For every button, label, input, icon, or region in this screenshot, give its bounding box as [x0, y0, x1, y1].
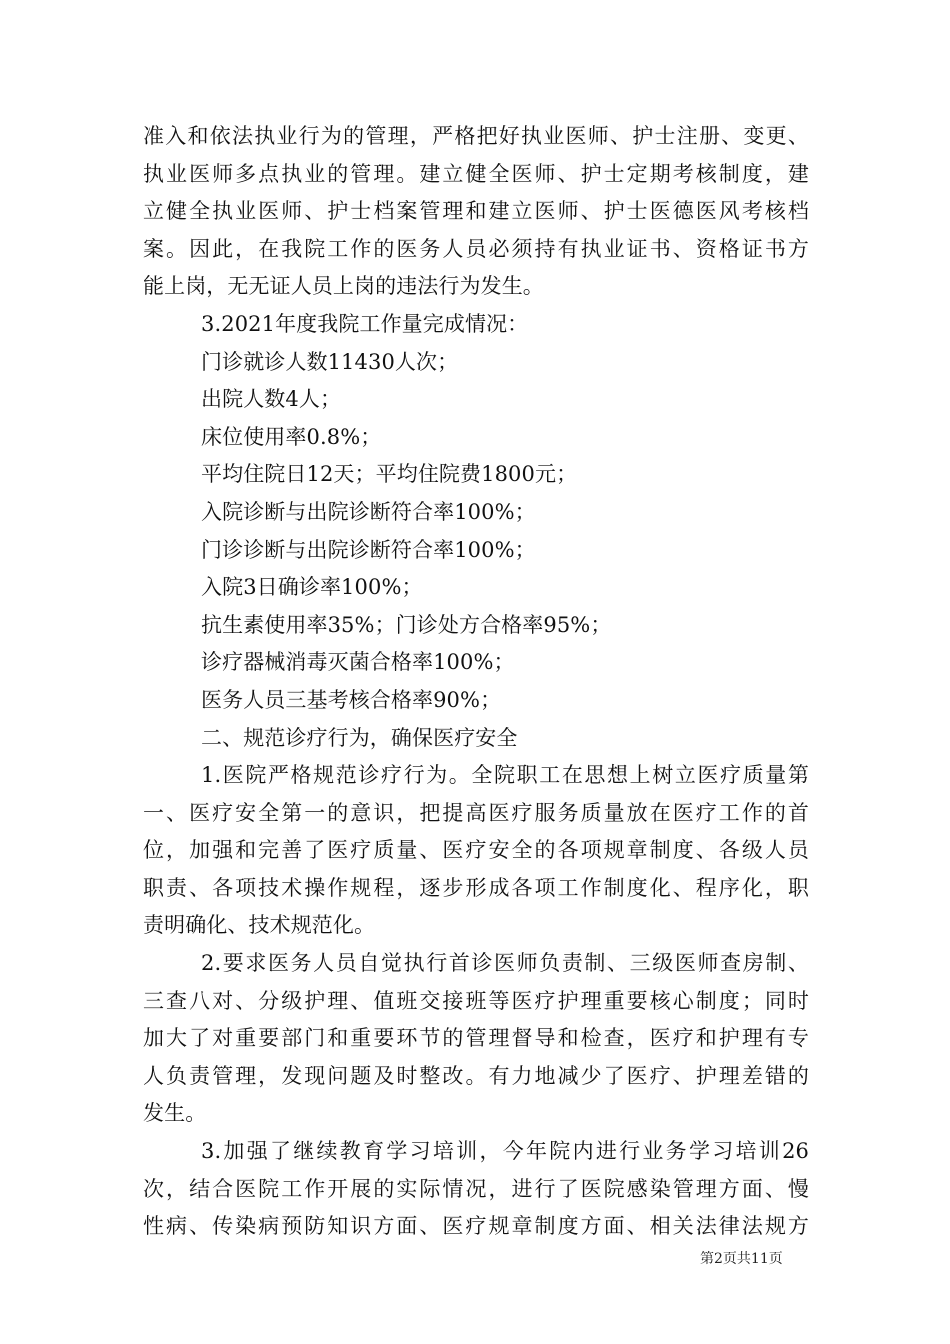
text-line: 位，加强和完善了医疗质量、医疗安全的各项规章制度、各级人员 [143, 838, 809, 863]
text-line: 人负责管理，发现问题及时整改。有力地减少了医疗、护理差错的 [143, 1063, 809, 1088]
text-line: 门诊就诊人数11430人次； [201, 349, 459, 374]
text-line: 出院人数4人； [201, 387, 342, 412]
text-line: 发生。 [143, 1101, 207, 1126]
text-line: 2.要求医务人员自觉执行首诊医师负责制、三级医师查房制、 [201, 951, 809, 976]
text-line: 一、医疗安全第一的意识，把提高医疗服务质量放在医疗工作的首 [143, 800, 809, 825]
text-line: 入院诊断与出院诊断符合率100%； [201, 499, 536, 524]
text-line: 二、规范诊疗行为，确保医疗安全 [201, 725, 518, 750]
text-line: 能上岗，无无证人员上岗的违法行为发生。 [143, 274, 544, 299]
text-line: 入院3日确诊率100%； [201, 575, 423, 600]
text-line: 诊疗器械消毒灭菌合格率100%； [201, 650, 515, 675]
page-number: 第2页共11页 [700, 1251, 783, 1267]
text-line: 责明确化、技术规范化。 [143, 913, 376, 938]
text-line: 性病、传染病预防知识方面、医疗规章制度方面、相关法律法规方 [143, 1214, 809, 1239]
text-line: 抗生素使用率35%；门诊处方合格率95%； [201, 612, 612, 637]
text-line: 门诊诊断与出院诊断符合率100%； [201, 537, 536, 562]
text-line: 1.医院严格规范诊疗行为。全院职工在思想上树立医疗质量第 [201, 763, 809, 788]
text-line: 职责、各项技术操作规程，逐步形成各项工作制度化、程序化，职 [143, 875, 809, 900]
text-line: 3.加强了继续教育学习培训，今年院内进行业务学习培训26 [201, 1139, 809, 1164]
text-line: 次，结合医院工作开展的实际情况，进行了医院感染管理方面、慢 [143, 1176, 809, 1201]
text-line: 医务人员三基考核合格率90%； [201, 687, 502, 712]
document-body [143, 118, 809, 1246]
text-line: 执业医师多点执业的管理。建立健全医师、护士定期考核制度，建 [143, 161, 809, 186]
text-line: 平均住院日12天；平均住院费1800元； [201, 462, 578, 487]
text-line: 立健全执业医师、护士档案管理和建立医师、护士医德医风考核档 [143, 199, 809, 224]
text-line: 准入和依法执业行为的管理，严格把好执业医师、护士注册、变更、 [143, 124, 809, 148]
text-line: 案。因此，在我院工作的医务人员必须持有执业证书、资格证书方 [143, 236, 809, 261]
text-line: 床位使用率0.8%； [201, 424, 382, 449]
text-line: 3.2021年度我院工作量完成情况： [201, 311, 529, 336]
text-line: 三查八对、分级护理、值班交接班等医疗护理重要核心制度；同时 [143, 988, 809, 1013]
text-line: 加大了对重要部门和重要环节的管理督导和检查，医疗和护理有专 [143, 1026, 809, 1051]
